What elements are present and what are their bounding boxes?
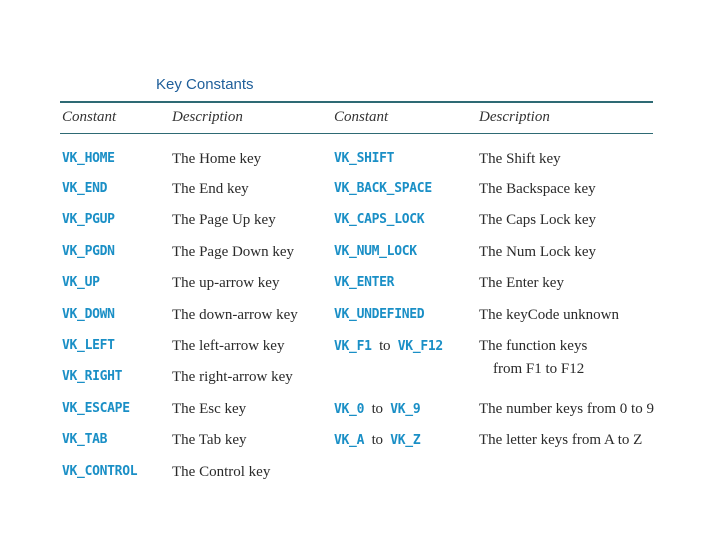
description-cell: The Page Up key: [172, 212, 276, 228]
description-cell: The Num Lock key: [479, 244, 597, 260]
description-continuation: from F1 to F12: [493, 361, 585, 377]
description-cell: The right-arrow key: [172, 369, 293, 385]
table-row: [0, 369, 720, 393]
description-cell: The keyCode unknown: [479, 307, 619, 323]
constant-range-cell: [334, 432, 420, 449]
description-cell: The Shift key: [479, 151, 561, 167]
constant-cell: VK_DOWN: [62, 307, 115, 322]
table-row: [0, 464, 720, 488]
table-row: [0, 212, 720, 236]
range-start: VK_A: [334, 433, 365, 448]
constant-cell: VK_SHIFT: [334, 151, 395, 166]
description-cell: The End key: [172, 181, 249, 197]
constant-cell: VK_PGUP: [62, 212, 115, 227]
constant-cell: VK_ENTER: [334, 275, 395, 290]
description-cell: The Home key: [172, 151, 262, 167]
table-row: [0, 307, 720, 331]
constant-cell: VK_HOME: [62, 151, 115, 166]
table-row: [0, 151, 720, 175]
description-cell: The left-arrow key: [172, 338, 285, 354]
constant-cell: VK_CAPS_LOCK: [334, 212, 425, 227]
table-row: [0, 181, 720, 205]
description-cell: The Control key: [172, 464, 271, 480]
description-cell: The Backspace key: [479, 181, 596, 197]
description-cell: The Caps Lock key: [479, 212, 597, 228]
description-cell: The Tab key: [172, 432, 247, 448]
constant-cell: VK_END: [62, 181, 108, 196]
description-cell: The function keys: [479, 338, 588, 354]
range-start: VK_F1: [334, 339, 372, 354]
range-end: VK_Z: [390, 433, 421, 448]
constant-cell: VK_UNDEFINED: [334, 307, 425, 322]
description-cell: The Esc key: [172, 401, 247, 417]
description-cell: The number keys from 0 to 9: [479, 401, 654, 417]
range-start: VK_0: [334, 402, 365, 417]
constant-cell: VK_CONTROL: [62, 464, 138, 479]
table-row: [0, 244, 720, 268]
range-to: to: [371, 401, 383, 417]
description-cell: The Page Down key: [172, 244, 295, 260]
header-constant-1: Constant: [62, 109, 117, 125]
constant-cell: VK_PGDN: [62, 244, 115, 259]
constant-range-cell: [334, 401, 420, 418]
constant-range-cell: [334, 338, 443, 355]
range-to: to: [371, 432, 383, 448]
constant-cell: VK_TAB: [62, 432, 108, 447]
constant-cell: VK_NUM_LOCK: [334, 244, 417, 259]
table-caption: Key Constants: [156, 76, 254, 93]
constant-cell: VK_ESCAPE: [62, 401, 130, 416]
range-end: VK_9: [390, 402, 421, 417]
range-end: VK_F12: [397, 339, 443, 354]
header-description-2: Description: [479, 109, 550, 125]
description-cell: The Enter key: [479, 275, 564, 291]
description-cell: The letter keys from A to Z: [479, 432, 643, 448]
constant-cell: VK_BACK_SPACE: [334, 181, 432, 196]
top-rule: [60, 101, 653, 103]
constant-cell: VK_UP: [62, 275, 100, 290]
description-cell: The up-arrow key: [172, 275, 280, 291]
description-cell: The down-arrow key: [172, 307, 298, 323]
header-description-1: Description: [172, 109, 243, 125]
constant-cell: VK_RIGHT: [62, 369, 123, 384]
header-constant-2: Constant: [334, 109, 389, 125]
table-row: [0, 432, 720, 456]
constant-cell: VK_LEFT: [62, 338, 115, 353]
table-row: [0, 401, 720, 425]
table-row: [0, 275, 720, 299]
header-rule: [60, 133, 653, 134]
range-to: to: [379, 338, 391, 354]
